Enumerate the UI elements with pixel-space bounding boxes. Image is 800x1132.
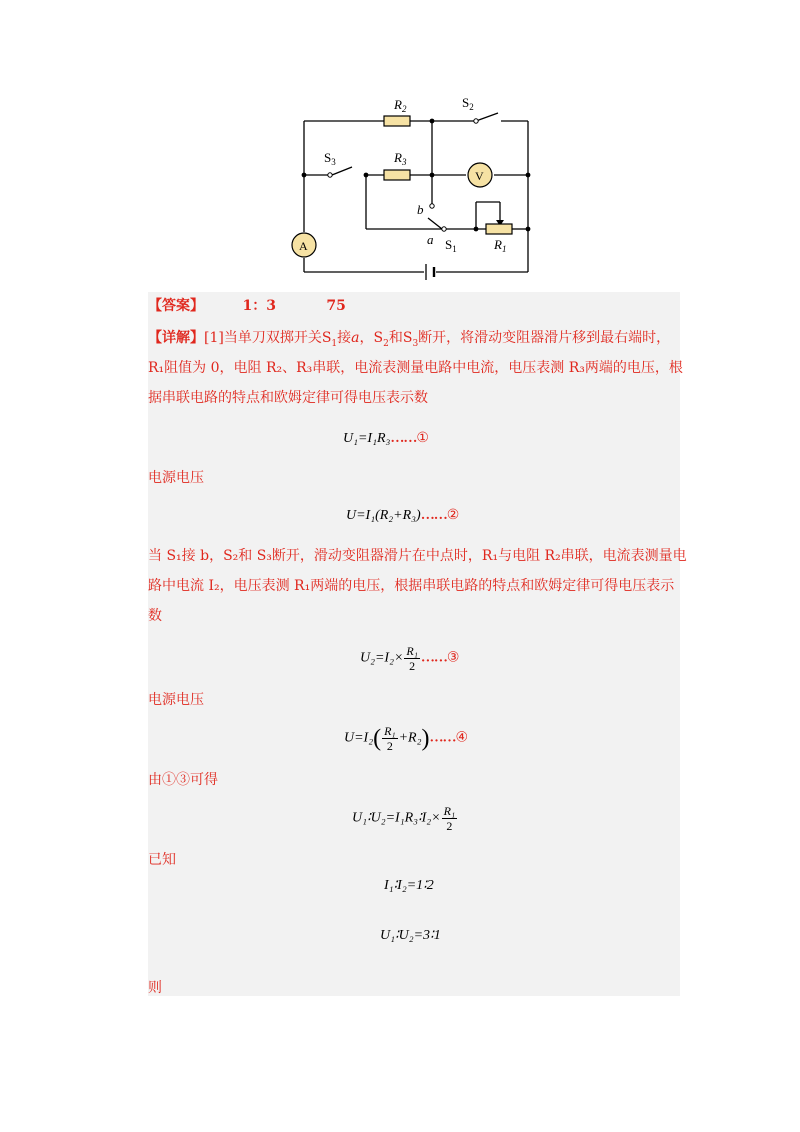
detail-line-1: 【详解】[1]当单刀双掷开关$S_1$接a，$S_2$和$S_3$断开，将滑动变阻器滑片移到最右端时， [148,330,671,349]
detail-line-7: 由①③可得 [148,772,218,788]
label-s1: S [445,237,453,252]
equation-2: U=I₁(R₂+R₃)……② [346,508,460,523]
svg-text:R1: $R_1$ [494,237,507,254]
detail-line-2: R₁阻值为 0，电阻 R₂、R₃串联，电流表测量电路中电流，电压表测 R₃两端的电压，根 [148,360,683,376]
label-a-contact: a [427,232,434,247]
equation-3: U₂=I₂× $\frac{\text{R₁}}{2}$ ……③ [360,644,460,673]
label-r2: R [394,97,402,112]
svg-text:S3: $S_3$ [324,150,336,167]
label-r3: R [394,150,402,165]
resistor-r1 [486,224,512,234]
circuit-diagram [290,92,540,288]
detail-line-3: 据串联电路的特点和欧姆定律可得电压表示数 [148,390,428,406]
svg-text:S1: $S_1$ [445,237,457,254]
svg-text:R2: $R_2$ [394,97,407,114]
equation-5: U₁∶U₂=I₁R₃∶I₂× $\frac{\text{R₁}}{2}$ [352,804,456,833]
equation-6: I₁∶I₂=1∶2 [384,878,434,893]
label-b: b [417,202,424,217]
answer-line [148,296,346,316]
detail-line-9: 则 [148,980,162,996]
detail-tag: 【详解】 [148,330,204,346]
detail-line-5: 路中电流 I₂，电压表测 R₁两端的电压，根据串联电路的特点和欧姆定律可得电压表示 [148,578,675,594]
detail-line-8: 已知 [148,852,176,868]
label-v: V [475,169,484,183]
svg-text:S2: $S_2$ [462,95,474,112]
answer-value-2: 75 [326,298,346,314]
resistor-r2 [384,116,410,126]
resistor-r3 [384,170,410,180]
answer-tag: 【答案】 [148,298,204,314]
detail-line-6: 数 [148,608,162,624]
equation-1: U₁=I₁R₃……① [343,431,429,446]
label-a: A [299,239,308,253]
label-source-voltage-2: 电源电压 [148,692,204,708]
label-s3: S [324,150,332,165]
label-s2: S [462,95,470,110]
solution-panel [148,292,687,996]
equation-7: U₁∶U₂=3∶1 [380,928,441,943]
equation-4: U=I₂( $\frac{\text{R₁}}{2}$ +R₂)……④ [344,724,469,753]
svg-text:R3: $R_3$ [394,150,407,167]
answer-value-1: 1：3 [242,298,276,314]
label-r1: R [494,237,502,252]
detail-line-4: 当 S₁接 b，S₂和 S₃断开，滑动变阻器滑片在中点时，R₁与电阻 R₂串联，电流表测量电 [148,548,687,564]
label-source-voltage-1: 电源电压 [148,470,204,486]
